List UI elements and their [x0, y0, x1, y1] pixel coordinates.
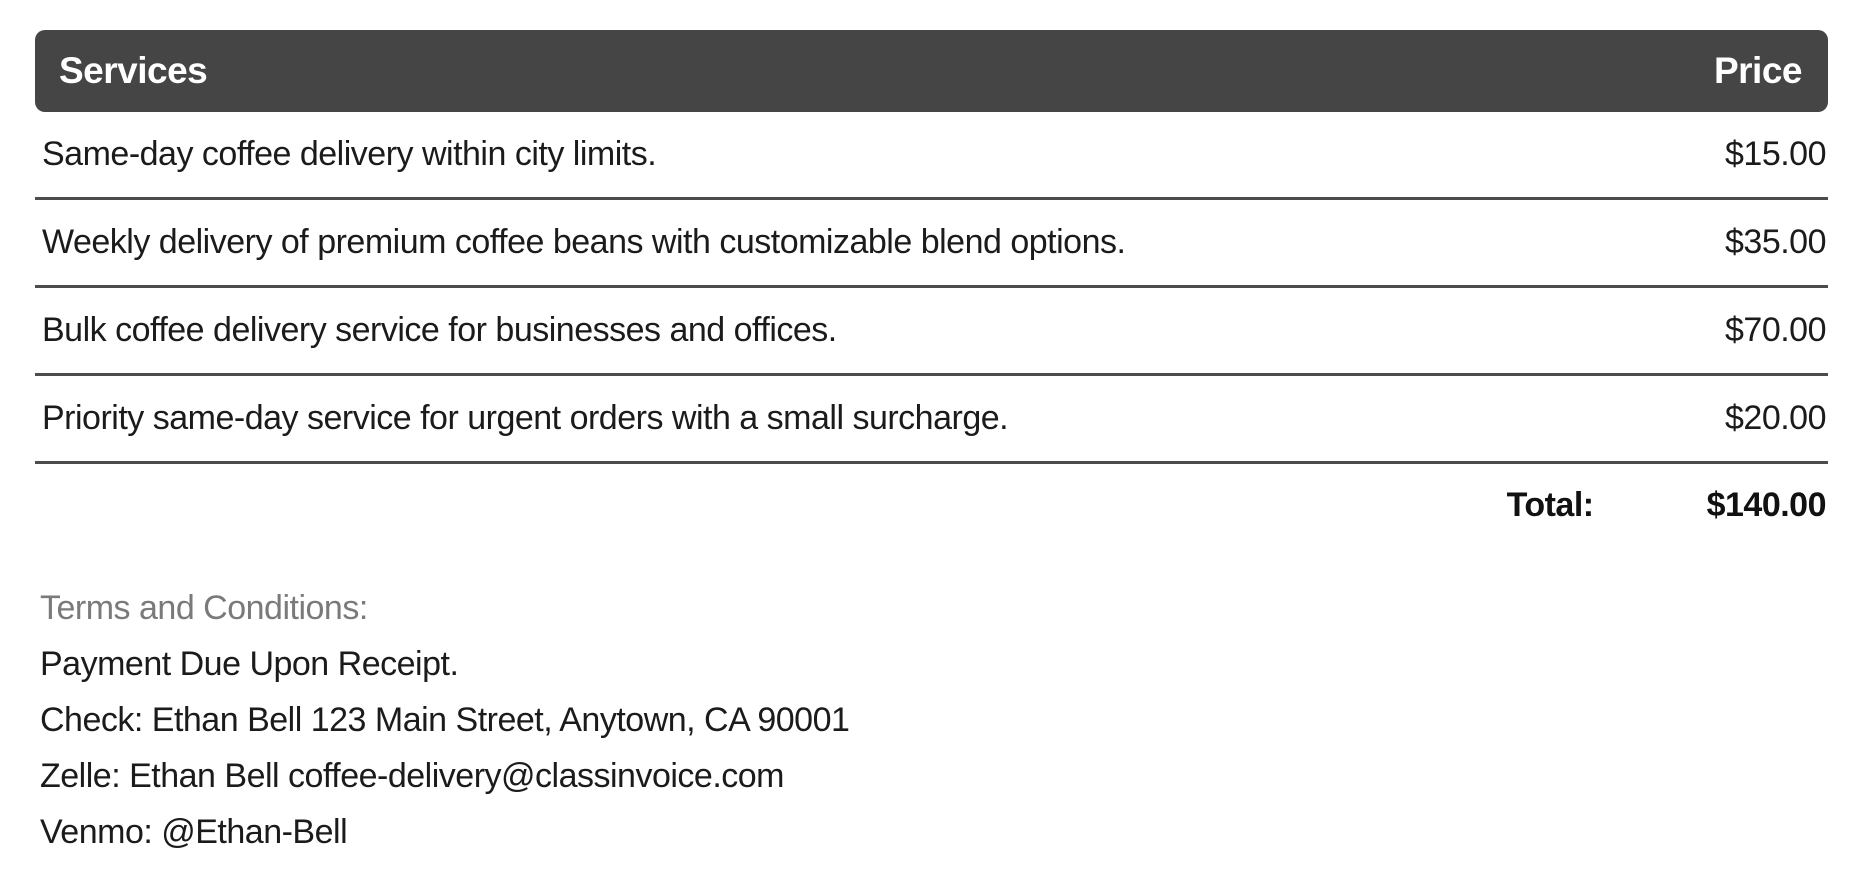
terms-heading: Terms and Conditions: [40, 589, 368, 627]
table-row [35, 200, 1828, 288]
total-label: Total: [1506, 485, 1594, 524]
service-price: $20.00 [1725, 399, 1826, 437]
service-description: Bulk coffee delivery service for businesses and offices. [42, 311, 837, 349]
service-price: $70.00 [1725, 311, 1826, 349]
service-description: Weekly delivery of premium coffee beans with customizable blend options. [42, 223, 1126, 261]
column-header-services: Services [59, 50, 208, 91]
terms-line-payment: Payment Due Upon Receipt. [40, 645, 459, 683]
terms-line-check: Check: Ethan Bell 123 Main Street, Anytown, CA 90001 [40, 701, 850, 739]
terms-line-zelle: Zelle: Ethan Bell coffee-delivery@classinvoice.com [40, 757, 785, 795]
service-description: Priority same-day service for urgent orders with a small surcharge. [42, 399, 1009, 437]
service-description: Same-day coffee delivery within city limits. [42, 135, 657, 173]
table-header [35, 30, 1828, 112]
terms-line-venmo: Venmo: @Ethan-Bell [40, 813, 348, 851]
service-price: $35.00 [1725, 223, 1826, 261]
terms-section [35, 580, 1828, 860]
table-row [35, 112, 1828, 200]
total-row [35, 464, 1828, 546]
services-table [35, 30, 1828, 546]
column-header-price: Price [1713, 50, 1802, 91]
service-price: $15.00 [1725, 135, 1826, 173]
table-row [35, 376, 1828, 464]
table-row [35, 288, 1828, 376]
total-value: $140.00 [1706, 485, 1826, 524]
